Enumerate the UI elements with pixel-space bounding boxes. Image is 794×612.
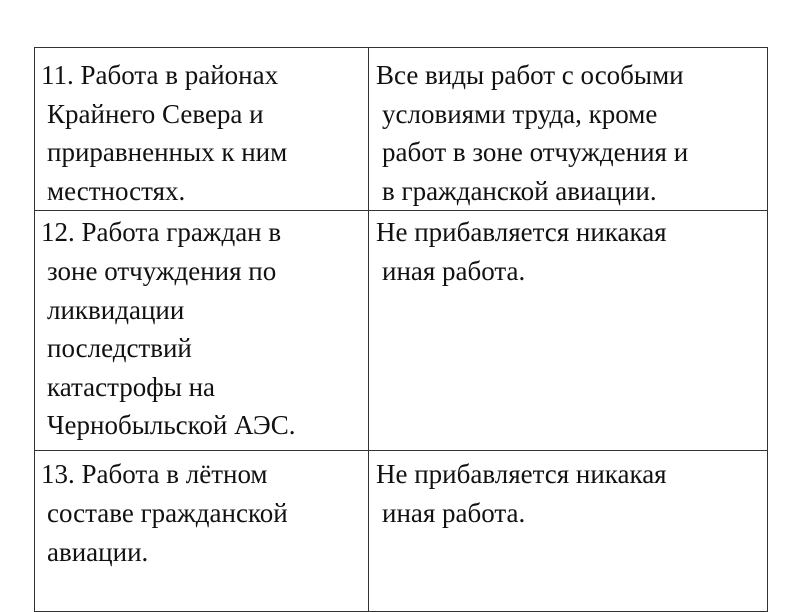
cell-line: составе гражданской xyxy=(47,497,288,528)
cell-line: Все виды работ с особыми xyxy=(376,60,684,90)
rules-table xyxy=(34,47,768,612)
added-work-cell xyxy=(369,451,768,612)
table-row xyxy=(35,451,768,612)
added-work-cell xyxy=(369,48,768,211)
cell-line: местностях. xyxy=(47,175,186,206)
cell-line: авиации. xyxy=(47,536,149,567)
cell-line: последствий xyxy=(47,333,192,364)
work-type-cell xyxy=(35,211,369,451)
work-type-cell xyxy=(35,48,369,211)
cell-line: иная работа. xyxy=(382,255,526,286)
work-type-cell xyxy=(35,451,369,612)
cell-line: работ в зоне отчуждения и xyxy=(382,137,689,168)
cell-line: 13. Работа в лётном xyxy=(41,459,268,490)
cell-line: Не прибавляется никакая xyxy=(376,217,667,248)
cell-line: 11. Работа в районах xyxy=(41,60,279,90)
cell-line: в гражданской авиации. xyxy=(382,175,657,206)
cell-line: Чернобыльской АЭС. xyxy=(47,410,296,441)
table-row xyxy=(35,48,768,211)
cell-line: Не прибавляется никакая xyxy=(376,459,667,490)
cell-line: катастрофы на xyxy=(47,371,216,402)
cell-line: Крайнего Севера и xyxy=(47,98,264,129)
cell-line: условиями труда, кроме xyxy=(382,98,658,129)
added-work-cell xyxy=(369,211,768,451)
table-row xyxy=(35,211,768,451)
cell-line: зоне отчуждения по xyxy=(47,255,277,286)
cell-line: ликвидации xyxy=(47,294,185,325)
cell-line: 12. Работа граждан в xyxy=(41,217,282,248)
cell-line: иная работа. xyxy=(382,497,526,528)
cell-line: приравненных к ним xyxy=(47,137,288,168)
